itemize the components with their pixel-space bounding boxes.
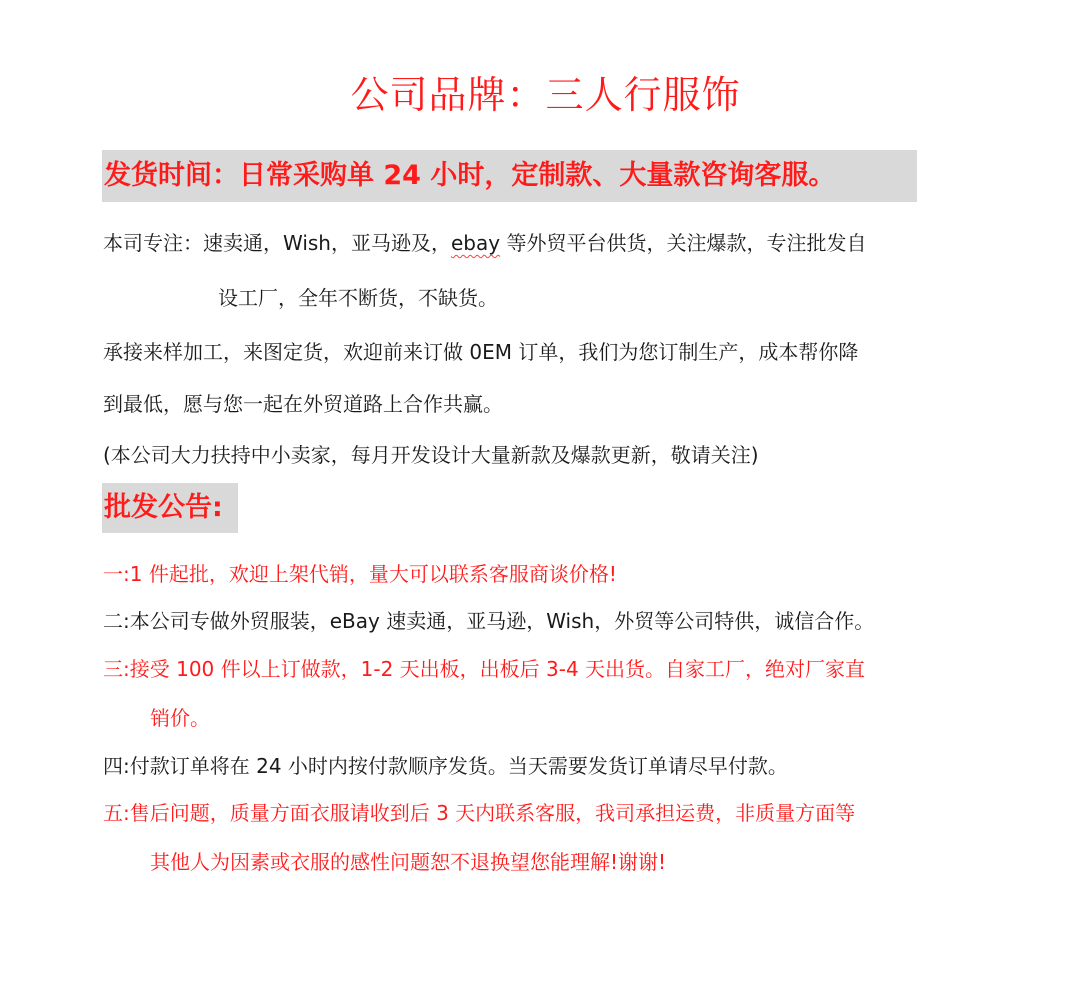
notice-item-3-cont: 销价。 bbox=[150, 706, 210, 730]
notice-item-2: 二:本公司专做外贸服装，eBay 速卖通，亚马逊，Wish，外贸等公司特供，诚信合作。 bbox=[103, 609, 875, 633]
intro-line-3: 承接来样加工，来图定货，欢迎前来订做 0EM 订单，我们为您订制生产，成本帮你降 bbox=[103, 340, 859, 364]
intro-line-1-suffix: 等外贸平台供货，关注爆款，专注批发自 bbox=[500, 231, 867, 255]
intro-ebay-word: ebay bbox=[451, 231, 501, 255]
intro-line-2: 设工厂，全年不断货，不缺货。 bbox=[218, 286, 498, 310]
notice-item-1: 一:1 件起批，欢迎上架代销，量大可以联系客服商谈价格! bbox=[103, 562, 617, 586]
notice-item-5-cont: 其他人为因素或衣服的感性问题恕不退换望您能理解!谢谢! bbox=[150, 850, 667, 874]
intro-line-1-prefix: 本司专注：速卖通，Wish，亚马逊及， bbox=[103, 231, 451, 255]
wholesale-notice-heading: 批发公告: bbox=[102, 483, 238, 533]
notice-item-4: 四:付款订单将在 24 小时内按付款顺序发货。当天需要发货订单请尽早付款。 bbox=[103, 754, 788, 778]
page-title: 公司品牌：三人行服饰 bbox=[350, 73, 741, 117]
intro-line-4: 到最低，愿与您一起在外贸道路上合作共赢。 bbox=[103, 392, 503, 416]
notice-item-3: 三:接受 100 件以上订做款，1-2 天出板，出板后 3-4 天出货。自家工厂，绝对厂家直 bbox=[103, 657, 866, 681]
intro-line-1 bbox=[103, 229, 866, 257]
notice-item-5: 五:售后问题，质量方面衣服请收到后 3 天内联系客服，我司承担运费，非质量方面等 bbox=[103, 801, 856, 825]
shipping-time-banner: 发货时间：日常采购单 24 小时，定制款、大量款咨询客服。 bbox=[102, 150, 917, 202]
intro-line-5: (本公司大力扶持中小卖家，每月开发设计大量新款及爆款更新，敬请关注) bbox=[103, 443, 759, 467]
